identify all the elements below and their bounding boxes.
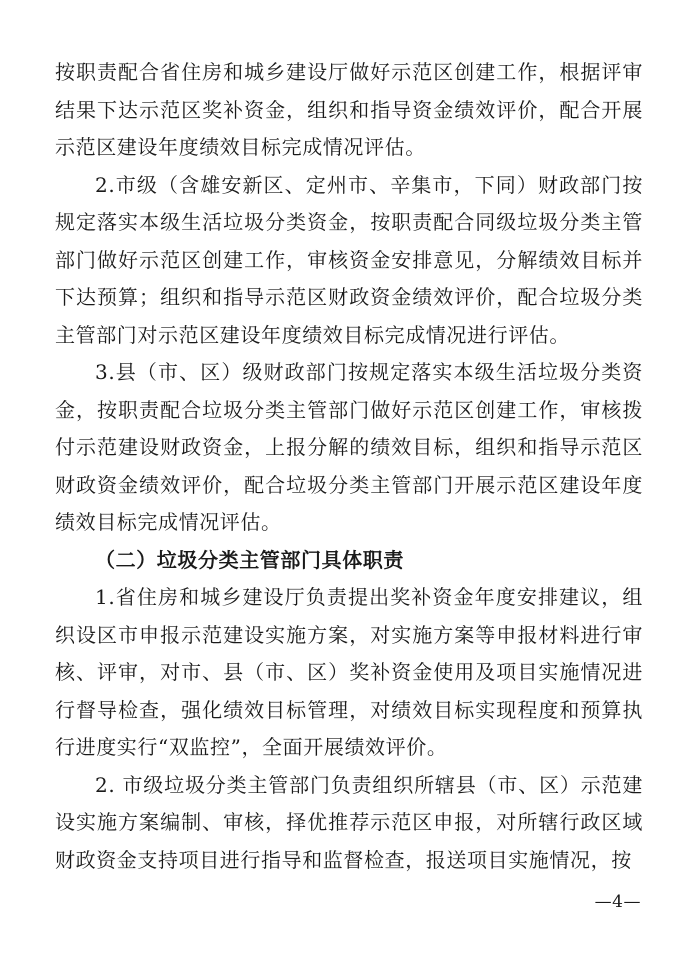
paragraph-provincial-housing-dept: 1.省住房和城乡建设厅负责提出奖补资金年度安排建议，组织设区市申报示范建设实施方案，对实施方案等申报材料进行审核、评审，对市、县（市、区）奖补资金使用及项目实施情况进行督导检查，强化绩效目标管理，对绩效目标实现程度和预算执行进度实行“双监控”，全面开展绩效评价。 (55, 585, 643, 759)
section-heading: （二）垃圾分类主管部门具体职责 (95, 547, 404, 572)
paragraph-continuation: 按职责配合省住房和城乡建设厅做好示范区创建工作，根据评审结果下达示范区奖补资金，组织和指导资金绩效评价，配合开展示范区建设年度绩效目标完成情况评估。 (55, 60, 643, 159)
document-body (55, 54, 643, 879)
paragraph-municipal-authority: 2. 市级垃圾分类主管部门负责组织所辖县（市、区）示范建设实施方案编制、审核，择优推荐示范区申报，对所辖行政区域财政资金支持项目进行指导和监督检查，报送项目实施情况，按 (55, 772, 643, 872)
paragraph-county-finance: 3.县（市、区）级财政部门按规定落实本级生活垃圾分类资金，按职责配合垃圾分类主管部门做好示范区创建工作，审核拨付示范建设财政资金，上报分解的绩效目标，组织和指导示范区财政资金绩效评价，配合垃圾分类主管部门开展示范区建设年度绩效目标完成情况评估。 (55, 360, 643, 534)
page-number: —4— (594, 892, 641, 912)
paragraph-municipal-finance: 2.市级（含雄安新区、定州市、辛集市，下同）财政部门按规定落实本级生活垃圾分类资金，按职责配合同级垃圾分类主管部门做好示范区创建工作，审核资金安排意见，分解绩效目标并下达预算；组织和指导示范区财政资金绩效评价，配合垃圾分类主管部门对示范区建设年度绩效目标完成情况进行评估。 (55, 172, 643, 347)
